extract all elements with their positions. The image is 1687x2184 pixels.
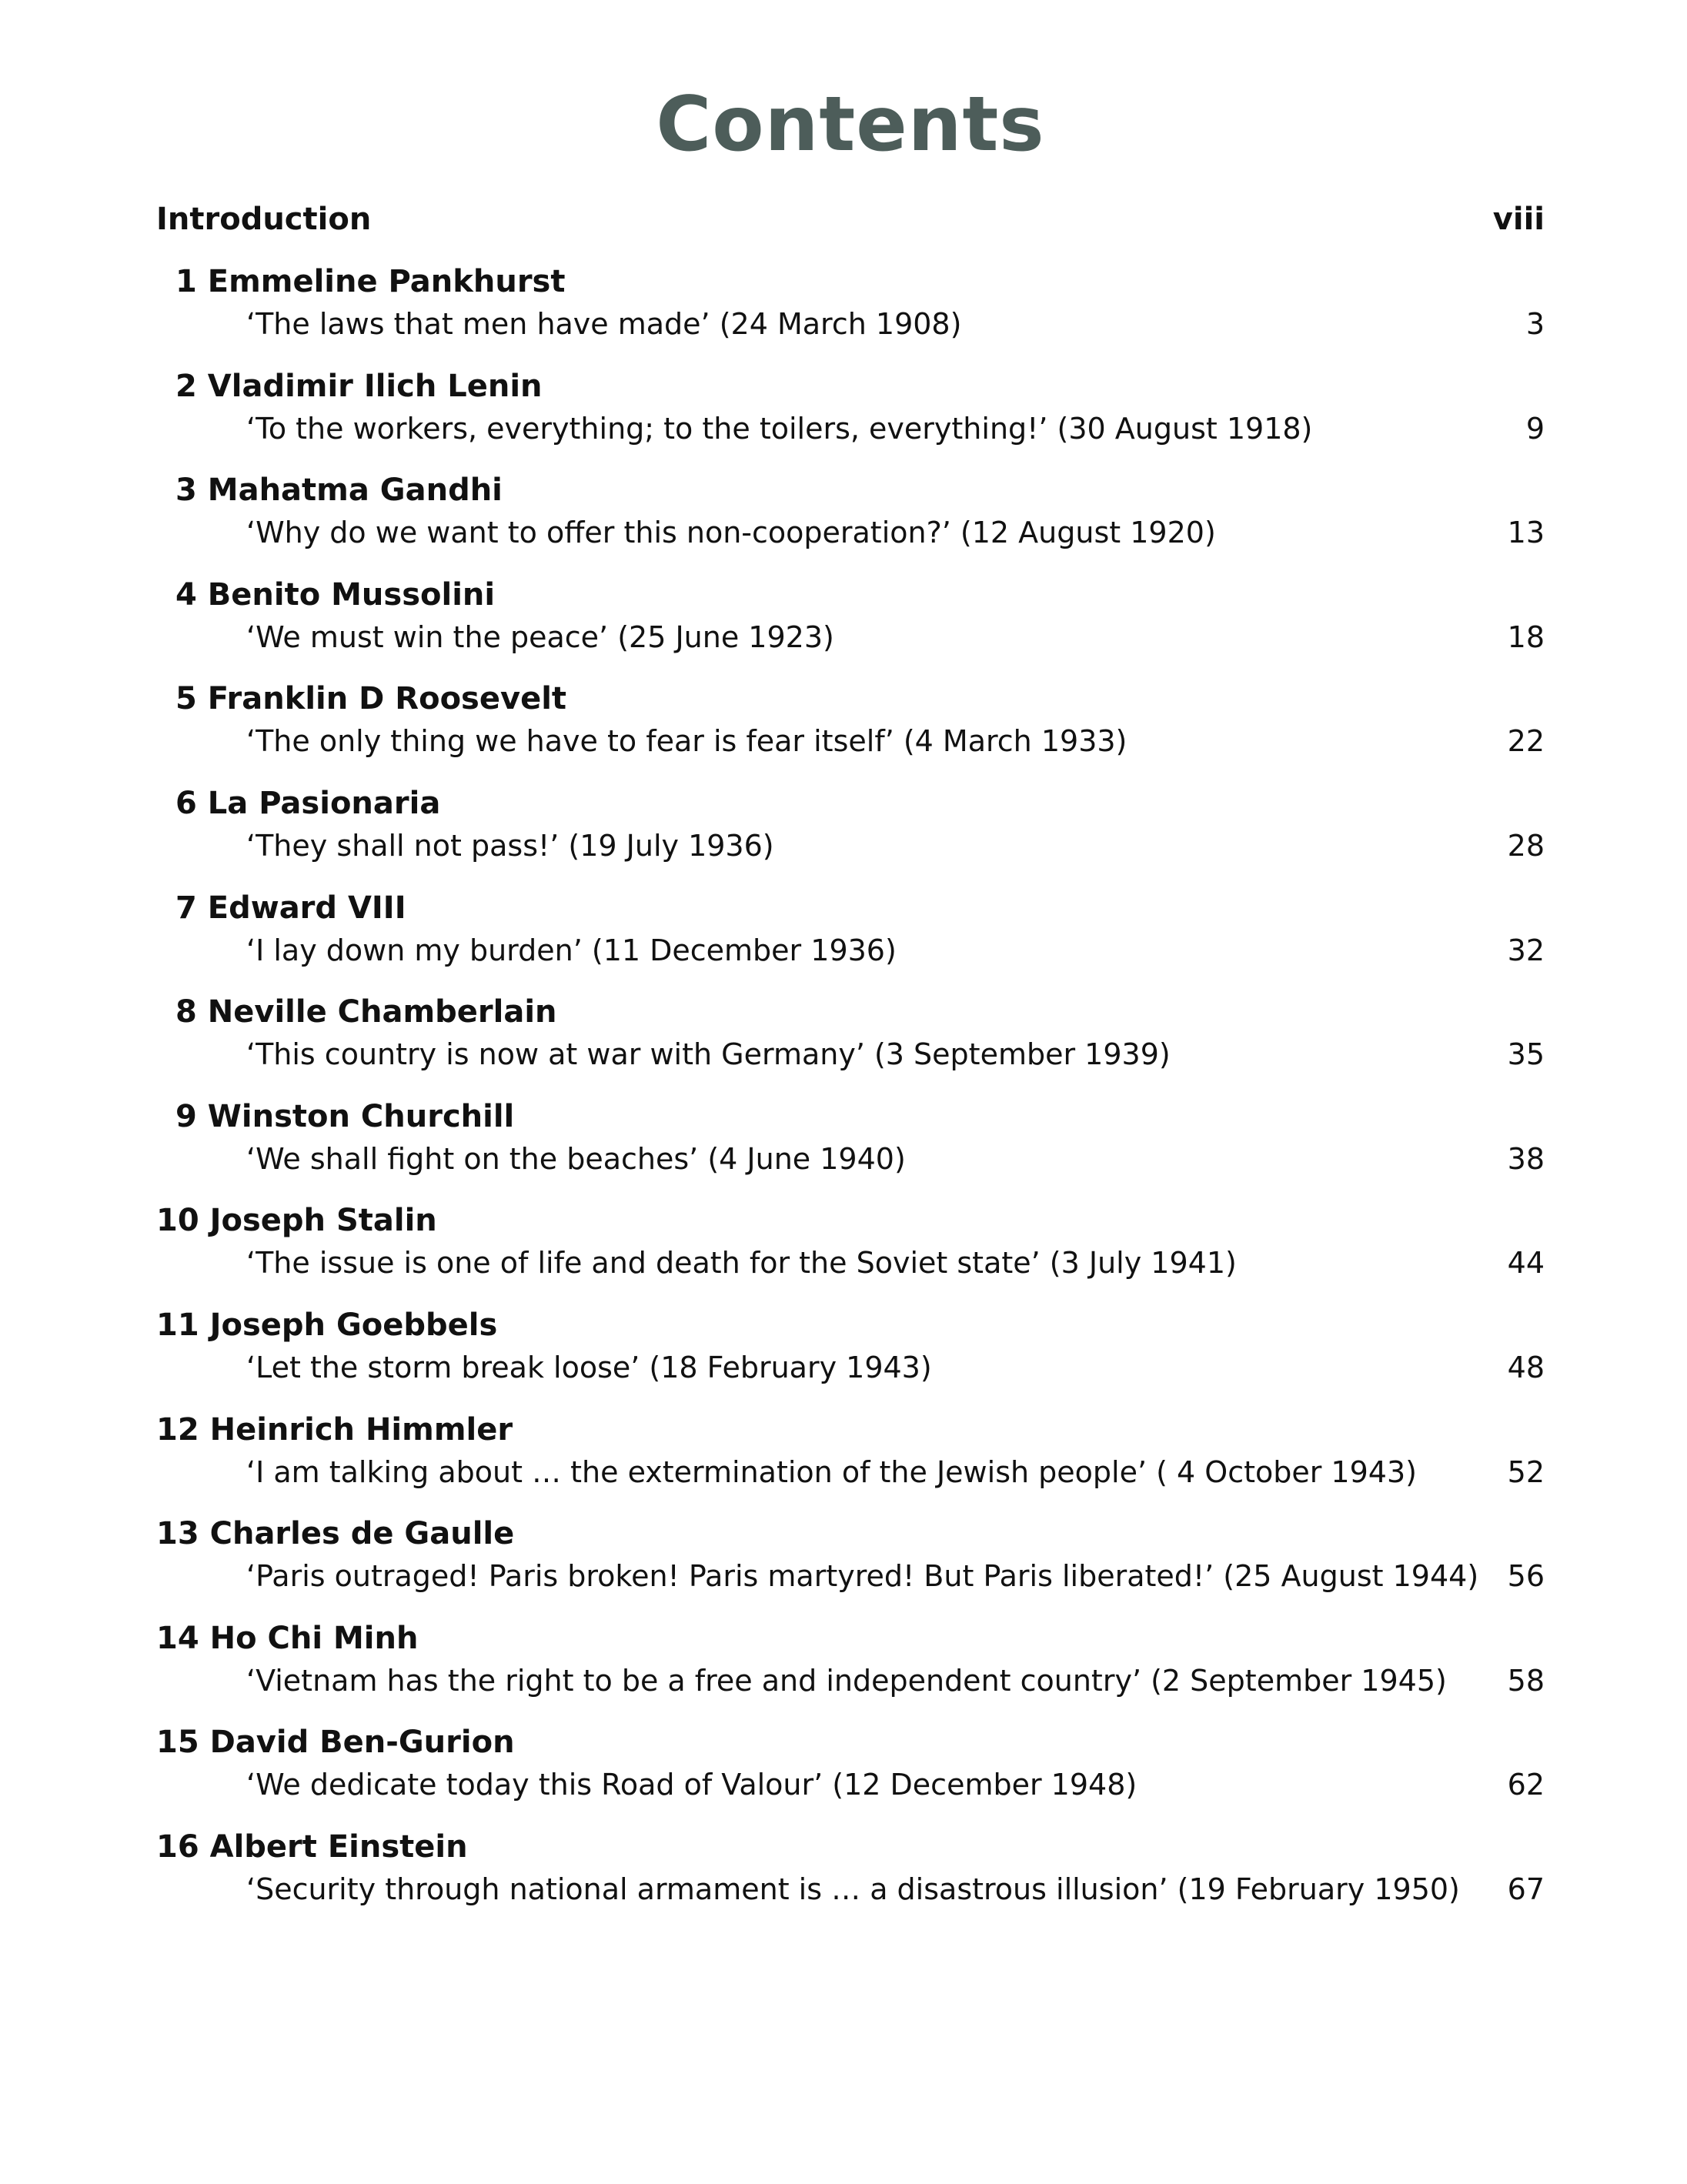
entry-page: 18 — [1507, 619, 1545, 654]
entry-page: 13 — [1507, 516, 1545, 550]
entry-number: 1 — [175, 264, 197, 299]
entry-title — [175, 890, 406, 926]
entry-title — [156, 1307, 497, 1343]
entry-number: 14 — [156, 1620, 199, 1656]
entry-number: 11 — [156, 1307, 199, 1343]
entry-number: 8 — [175, 994, 197, 1030]
entry-page: 48 — [1507, 1351, 1545, 1384]
entry-page: 35 — [1507, 1037, 1545, 1072]
entry-page: 56 — [1507, 1559, 1545, 1594]
entry-title — [175, 786, 440, 821]
entry-number: 6 — [175, 786, 197, 821]
entry-page: 44 — [1507, 1246, 1545, 1281]
page-title: Contents — [656, 81, 1045, 169]
entry-name: Mahatma Gandhi — [207, 473, 503, 509]
entry-title — [156, 1621, 418, 1656]
entry-quote: ‘This country is now at war with Germany’ (3 September 1939) — [246, 1037, 1171, 1072]
entry-number: 4 — [175, 576, 197, 613]
entry-title — [175, 681, 566, 716]
entry-quote: ‘They shall not pass!’ (19 July 1936) — [246, 829, 774, 863]
entry-quote: ‘The only thing we have to fear is fear itself’ (4 March 1933) — [246, 724, 1127, 759]
entry-page: 28 — [1507, 829, 1545, 863]
entry-name: David Ben-Gurion — [209, 1725, 515, 1761]
entry-number: 13 — [156, 1516, 199, 1552]
entry-name: Albert Einstein — [209, 1829, 468, 1865]
entry-title — [175, 994, 557, 1030]
entry-title — [156, 1412, 513, 1448]
entry-quote: ‘We dedicate today this Road of Valour’ (12 December 1948) — [246, 1768, 1137, 1802]
entry-quote: ‘I am talking about … the extermination of the Jewish people’ ( 4 October 1943) — [246, 1454, 1417, 1489]
entry-title — [175, 369, 543, 404]
entry-name: Emmeline Pankhurst — [207, 264, 566, 299]
entry-name: Ho Chi Minh — [209, 1620, 419, 1656]
entry-number: 12 — [156, 1411, 199, 1448]
entry-quote: ‘Why do we want to offer this non-cooperation?’ (12 August 1920) — [246, 516, 1216, 550]
entry-page: 22 — [1507, 724, 1545, 759]
entry-name: Winston Churchill — [207, 1098, 515, 1134]
entry-title — [175, 473, 503, 508]
entry-title — [156, 1725, 515, 1760]
entry-quote: ‘The laws that men have made’ (24 March 1908) — [246, 307, 962, 341]
entry-page: 67 — [1507, 1872, 1545, 1906]
entry-name: Heinrich Himmler — [209, 1411, 513, 1448]
entry-page: 9 — [1525, 411, 1545, 446]
entry-quote: ‘We must win the peace’ (25 June 1923) — [246, 619, 834, 654]
entry-number: 2 — [175, 368, 197, 404]
entry-name: Charles de Gaulle — [209, 1516, 515, 1552]
entry-name: Joseph Goebbels — [209, 1307, 498, 1343]
entry-name: Vladimir Ilich Lenin — [207, 368, 543, 404]
entry-title — [175, 1099, 514, 1134]
entry-number: 9 — [175, 1098, 197, 1134]
entry-quote: ‘Security through national armament is … a disastrous illusion’ (19 February 1950) — [246, 1872, 1460, 1906]
entry-number: 7 — [175, 890, 197, 926]
entry-title — [156, 1516, 514, 1551]
entry-quote: ‘To the workers, everything; to the toilers, everything!’ (30 August 1918) — [246, 411, 1313, 446]
entry-title — [156, 1829, 468, 1865]
entry-quote: ‘Vietnam has the right to be a free and independent country’ (2 September 1945) — [246, 1663, 1447, 1698]
entry-page: 52 — [1507, 1454, 1545, 1489]
entry-page: 32 — [1507, 933, 1545, 967]
entry-page: 3 — [1525, 307, 1545, 341]
entry-name: Benito Mussolini — [207, 576, 496, 613]
entry-page: 62 — [1507, 1768, 1545, 1802]
entry-number: 16 — [156, 1829, 199, 1865]
entry-quote: ‘Let the storm break loose’ (18 February 1943) — [246, 1351, 932, 1384]
entry-number: 5 — [175, 681, 197, 717]
entry-quote: ‘We shall fight on the beaches’ (4 June 1940) — [246, 1141, 906, 1176]
entry-number: 3 — [175, 473, 197, 509]
entry-page: 38 — [1507, 1141, 1545, 1176]
entry-number: 10 — [156, 1203, 199, 1239]
entry-number: 15 — [156, 1725, 199, 1761]
entry-name: Franklin D Roosevelt — [207, 681, 567, 717]
entry-quote: ‘The issue is one of life and death for the Soviet state’ (3 July 1941) — [246, 1246, 1237, 1281]
entry-name: Neville Chamberlain — [207, 994, 557, 1030]
entry-title — [175, 577, 495, 613]
introduction-page: viii — [1492, 202, 1545, 237]
entry-name: Edward VIII — [207, 890, 406, 926]
entry-quote: ‘Paris outraged! Paris broken! Paris martyred! But Paris liberated!’ (25 August 1944) — [246, 1559, 1479, 1594]
entry-name: La Pasionaria — [207, 786, 441, 821]
entry-title — [175, 264, 565, 299]
entry-title — [156, 1203, 437, 1238]
entry-page: 58 — [1507, 1663, 1545, 1698]
entry-name: Joseph Stalin — [209, 1203, 437, 1239]
entry-quote: ‘I lay down my burden’ (11 December 1936) — [246, 933, 897, 967]
introduction-label: Introduction — [156, 202, 372, 237]
